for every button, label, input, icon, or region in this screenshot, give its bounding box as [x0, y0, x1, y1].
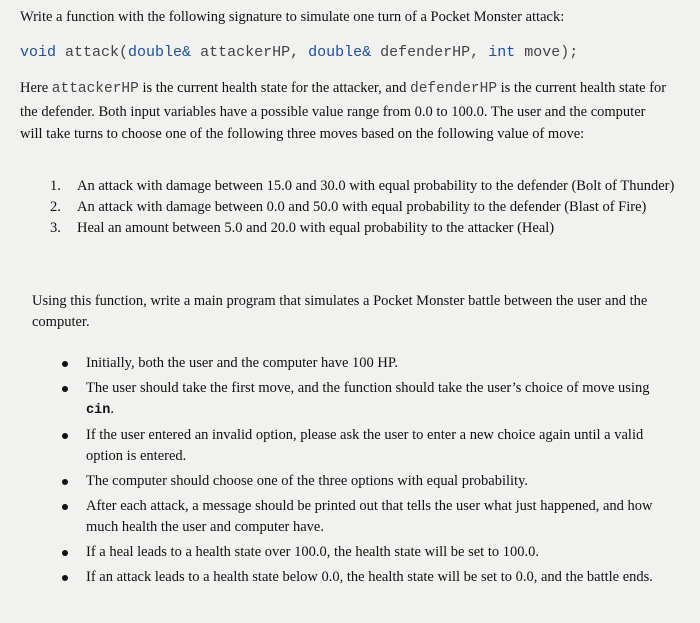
signature-param3-type: int [488, 44, 516, 61]
list-item [62, 471, 662, 492]
signature-param2-name: defenderHP, [380, 44, 480, 61]
list-item [62, 542, 662, 563]
intro-text-2: is the current health state for the attacker, and [138, 80, 410, 96]
bullet-icon [62, 575, 68, 581]
using-paragraph: Using this function, write a main program that simulates a Pocket Monster battle between the user and the computer. [32, 293, 648, 330]
list-item [50, 176, 680, 197]
rule-text: The user should take the first move, and the function should take the user’s choice of move using [86, 380, 650, 396]
signature-function-name: attack( [65, 44, 129, 61]
rule-text: The computer should choose one of the three options with equal probability. [86, 473, 529, 489]
rule-text: Initially, both the user and the computer have 100 HP. [86, 355, 398, 371]
rule-text: After each attack, a message should be printed out that tells the user what just happened, and how much health the user and computer have. [86, 498, 653, 535]
intro-code-defenderhp: defenderHP [410, 81, 498, 97]
bullet-icon [62, 386, 68, 392]
list-item [50, 197, 680, 218]
problem-title: Write a function with the following signature to simulate one turn of a Pocket Monster attack: [20, 9, 565, 25]
move-number: 3. [50, 220, 61, 236]
move-number: 2. [50, 199, 61, 215]
rule-text: If an attack leads to a health state below 0.0, the health state will be set to 0.0, and the battle ends. [86, 569, 653, 585]
rules-list [62, 353, 662, 592]
bullet-icon [62, 550, 68, 556]
move-number: 1. [50, 178, 61, 194]
signature-param2-type: double& [308, 44, 372, 61]
signature-param3-name: move); [524, 44, 579, 61]
list-item [50, 218, 680, 239]
signature-return-type: void [20, 44, 57, 61]
move-text: Heal an amount between 5.0 and 20.0 with equal probability to the attacker (Heal) [77, 220, 555, 236]
list-item [62, 425, 662, 467]
rule-text: If the user entered an invalid option, please ask the user to enter a new choice again until a valid option is entered. [86, 427, 644, 464]
move-text: An attack with damage between 15.0 and 30.0 with equal probability to the defender (Bolt of Thunder) [77, 178, 675, 194]
intro-text-3: is the current health state for the defender. Both input variables have a possible value range from 0.0 to 100.0. The user and the computer will take turns to choose one of the following three moves based on the following value of move: [20, 80, 667, 142]
move-text: An attack with damage between 0.0 and 50.0 with equal probability to the defender (Blast of Fire) [77, 199, 647, 215]
signature-param1-type: double& [128, 44, 192, 61]
intro-code-attackerhp: attackerHP [51, 81, 139, 97]
bullet-icon [62, 479, 68, 485]
bullet-icon [62, 361, 68, 367]
rule-text: If a heal leads to a health state over 100.0, the health state will be set to 100.0. [86, 544, 539, 560]
bullet-icon [62, 433, 68, 439]
moves-list [50, 176, 680, 239]
list-item [62, 496, 662, 538]
list-item [62, 353, 662, 374]
rule-text-after: . [110, 401, 114, 417]
function-signature [20, 43, 578, 63]
intro-paragraph [20, 77, 670, 146]
signature-param1-name: attackerHP, [200, 44, 300, 61]
list-item [62, 567, 662, 588]
bullet-icon [62, 504, 68, 510]
list-item [62, 378, 662, 421]
intro-text-1: Here [20, 80, 52, 96]
rule-code-cin: cin [86, 403, 111, 418]
